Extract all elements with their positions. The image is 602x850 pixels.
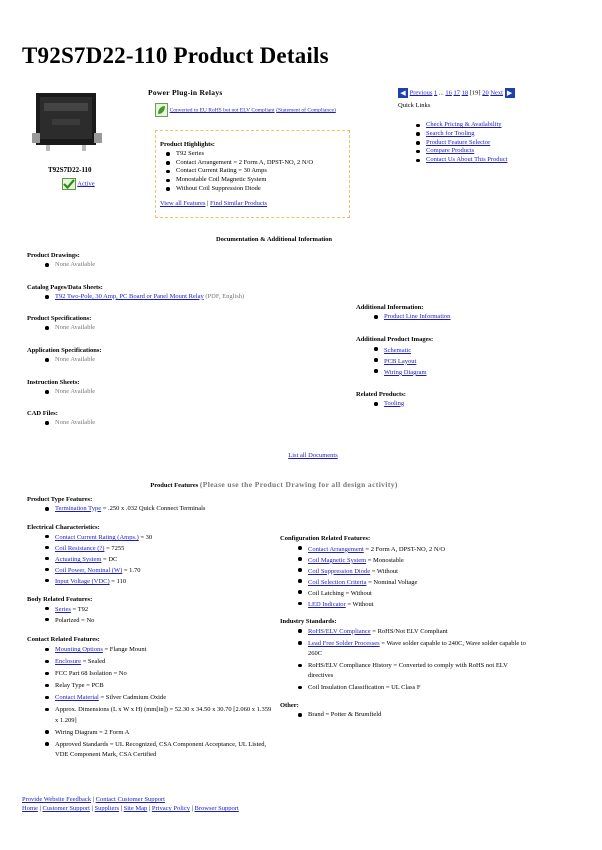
list-item: Monostable Coil Magnetic System — [160, 176, 345, 185]
feature-value: Wiring Diagram = 2 Form A — [39, 728, 272, 738]
feature-value: Approx. Dimensions (L x W x H) (mm[in]) = 52.30 x 34.50 x 30.70 [2.060 x 1.359 x 1.209] — [39, 705, 272, 725]
quick-link[interactable]: Product Feature Selector — [426, 138, 491, 146]
list-item: Contact Current Rating = 30 Amps — [160, 167, 345, 176]
quick-links-title: Quick Links — [398, 102, 431, 109]
highlights-box — [155, 130, 350, 218]
feedback-link[interactable]: Provide Website Feedback — [22, 796, 92, 803]
catalog-title: Catalog Pages/Data Sheets: — [27, 284, 103, 291]
home-link[interactable]: Home — [22, 805, 38, 812]
product-line-link[interactable]: Product Line Information — [384, 312, 451, 320]
feature-value: Relay Type = PCB — [39, 681, 272, 691]
instr-title: Instruction Sheets: — [27, 379, 80, 386]
feature-value: = Sealed — [81, 658, 106, 666]
docs-title: Documentation & Additional Information — [215, 236, 333, 243]
quick-link[interactable]: Contact Us About This Product — [426, 156, 508, 164]
browser-support-link[interactable]: Browser Support — [194, 805, 239, 812]
feature-value: = RoHS/Not ELV Compliant — [370, 627, 448, 635]
drawings-title: Product Drawings: — [27, 252, 80, 259]
schematic-link[interactable]: Schematic — [384, 346, 412, 354]
feature-link[interactable]: Mounting Options — [55, 646, 103, 654]
feature-value: Polarized = No — [39, 615, 272, 626]
pager-next[interactable]: Next — [490, 89, 503, 97]
other-title: Other: — [280, 702, 299, 710]
find-similar-link[interactable]: Find Similar Products — [210, 199, 268, 207]
feature-link[interactable]: Actuating System — [55, 556, 102, 564]
contact-title: Contact Related Features: — [27, 636, 100, 644]
pager-ellipsis: ... — [438, 89, 444, 97]
pager-page[interactable]: 20 — [482, 89, 489, 97]
feature-value: = Flange Mount — [102, 646, 147, 654]
list-item: Contact Arrangement = 2 Form A, DPST-NO, 2 N/O — [160, 159, 345, 168]
body-title: Body Related Features: — [27, 595, 93, 603]
quick-link[interactable]: Compare Products — [426, 147, 475, 155]
feature-value: FCC Part 68 Isolation = No — [39, 669, 272, 679]
quick-link[interactable]: Search for Tooling — [426, 129, 475, 137]
feature-link[interactable]: Series — [55, 606, 71, 614]
add-images-title: Additional Product Images: — [356, 336, 434, 343]
pcb-layout-link[interactable]: PCB Layout — [384, 357, 417, 365]
feature-link[interactable]: Coil Magnetic System — [308, 556, 367, 564]
feature-value: Brand = Potter & Brumfield — [292, 711, 530, 720]
highlights-title: Product Highlights: — [160, 141, 215, 148]
list-item: T92 Series — [160, 150, 345, 159]
page-title: T92S7D22-110 Product Details — [22, 43, 329, 68]
pager-page[interactable]: 16 — [445, 89, 452, 97]
feature-link[interactable]: LED Indicator — [308, 601, 346, 608]
product-category: Power Plug-in Relays — [148, 88, 223, 97]
spec-title: Product Specifications: — [27, 315, 92, 322]
add-info-title: Additional Information: — [356, 304, 424, 311]
quick-link[interactable]: Check Pricing & Availability — [426, 121, 502, 128]
feature-value: Approved Standards = UL Recognized, CSA Component Acceptance, UL Listed, VDE Component Mark, CSA Certified — [39, 740, 272, 760]
quick-links-list — [410, 121, 508, 165]
features-note: (Please use the Product Drawing for all design activity) — [199, 480, 398, 489]
feature-value: = 7255 — [104, 545, 125, 553]
elec-title: Electrical Characteristics: — [27, 523, 100, 531]
green-check-icon — [62, 178, 76, 190]
wiring-diagram-link[interactable]: Wiring Diagram — [384, 368, 427, 376]
footer-line-1: Provide Website Feedback | Contact Customer Support — [22, 796, 165, 803]
features-header — [0, 480, 548, 491]
feature-value: = DC — [101, 556, 118, 564]
feature-link[interactable]: Contact Current Rating (Amps.) — [55, 534, 139, 542]
feature-value: = Monostable — [366, 556, 404, 564]
privacy-policy-link[interactable]: Privacy Policy — [151, 805, 190, 812]
contact-support-link[interactable]: Contact Customer Support — [95, 796, 165, 803]
feature-link[interactable]: Contact Material — [55, 694, 99, 702]
catalog-meta: (PDF, English) — [203, 292, 245, 300]
site-map-link[interactable]: Site Map — [123, 805, 148, 812]
feature-value: Coil Insulation Classification = UL Class F — [292, 683, 530, 693]
feature-link[interactable]: RoHS/ELV Compliance — [308, 627, 371, 635]
type-title: Product Type Features: — [27, 496, 93, 503]
feature-value: = Silver Cadmium Oxide — [98, 694, 167, 702]
list-all-documents-link[interactable]: List all Documents — [288, 452, 338, 459]
feature-value: = 2 Form A, DPST-NO, 2 N/O — [363, 545, 446, 553]
feature-value: = 30 — [138, 534, 153, 542]
rohs-link[interactable]: Converted to EU RoHS but not ELV Compliant — [169, 107, 275, 114]
feature-link[interactable]: Coil Selection Criteria — [308, 578, 367, 586]
list-item: None Available — [39, 356, 102, 365]
feature-link[interactable]: Input Voltage (VDC) — [55, 578, 110, 586]
features-title: Product Features — [150, 482, 199, 489]
list-item: None Available — [39, 261, 95, 270]
product-part-number: T92S7D22-110 — [48, 166, 92, 174]
list-item: None Available — [39, 324, 95, 333]
customer-support-link[interactable]: Customer Support — [42, 805, 90, 812]
view-all-features-link[interactable]: View all Features — [160, 199, 206, 207]
feature-value: Coil Latching = Without — [292, 588, 530, 599]
arrow-left-icon[interactable]: ◀ — [398, 88, 408, 98]
pager-page[interactable]: 17 — [453, 89, 460, 97]
rohs-statement-link[interactable]: (Statement of Compliance) — [276, 107, 336, 114]
app-title: Application Specifications: — [27, 347, 102, 354]
arrow-right-icon[interactable]: ▶ — [505, 88, 515, 98]
suppliers-link[interactable]: Suppliers — [94, 805, 120, 812]
list-item: None Available — [39, 388, 95, 397]
feature-value: RoHS/ELV Compliance History = Converted to comply with RoHS not ELV directives — [292, 661, 530, 681]
pager-page[interactable]: 1 — [434, 89, 438, 97]
status-active-link[interactable]: Active — [77, 180, 95, 188]
feature-link[interactable]: Coil Power, Nominal (W) — [55, 567, 123, 575]
pager-page[interactable]: 18 — [461, 89, 469, 97]
pager-current: [19] — [469, 89, 481, 97]
feature-value: = 1.70 — [122, 567, 141, 575]
feature-link[interactable]: Coil Resistance (?) — [55, 545, 105, 553]
list-item: None Available — [39, 419, 95, 428]
tooling-link[interactable]: Tooling — [384, 399, 405, 407]
feature-value: = Nominal Voltage — [366, 578, 418, 586]
rohs-leaf-icon — [155, 103, 168, 117]
list-item: Without Coil Suppression Diode — [160, 185, 345, 194]
relay-product-image — [32, 89, 104, 151]
feature-value: = Without — [370, 567, 398, 575]
feature-link[interactable]: Coil Suppression Diode — [308, 567, 371, 575]
feature-value: = Without — [345, 601, 374, 608]
related-title: Related Products: — [356, 391, 406, 398]
feature-link[interactable]: Contact Arrangement — [308, 545, 364, 553]
industry-title: Industry Standards: — [280, 618, 337, 626]
pager-previous[interactable]: Previous — [409, 89, 433, 97]
catalog-link[interactable]: T92 Two-Pole, 30 Amp, PC Board or Panel Mount Relay — [55, 292, 204, 300]
separator: | — [205, 199, 211, 207]
cad-title: CAD Files: — [27, 410, 58, 417]
feature-value: = .250 x .032 Quick Connect Terminals — [101, 504, 206, 512]
feature-value: = 110 — [109, 578, 127, 586]
feature-value: = T92 — [70, 606, 89, 614]
feature-link[interactable]: Lead Free Solder Processes — [308, 639, 380, 647]
footer-line-2: Home | Customer Support | Suppliers | Site Map | Privacy Policy | Browser Support — [22, 805, 239, 812]
feature-link[interactable]: Enclosure — [55, 658, 81, 666]
highlights-list — [160, 150, 345, 194]
feature-value: = Wave solder capable to 240C, Wave solder capable to 260C — [308, 639, 526, 657]
config-title: Configuration Related Features: — [280, 535, 371, 542]
feature-link[interactable]: Termination Type — [55, 504, 102, 512]
